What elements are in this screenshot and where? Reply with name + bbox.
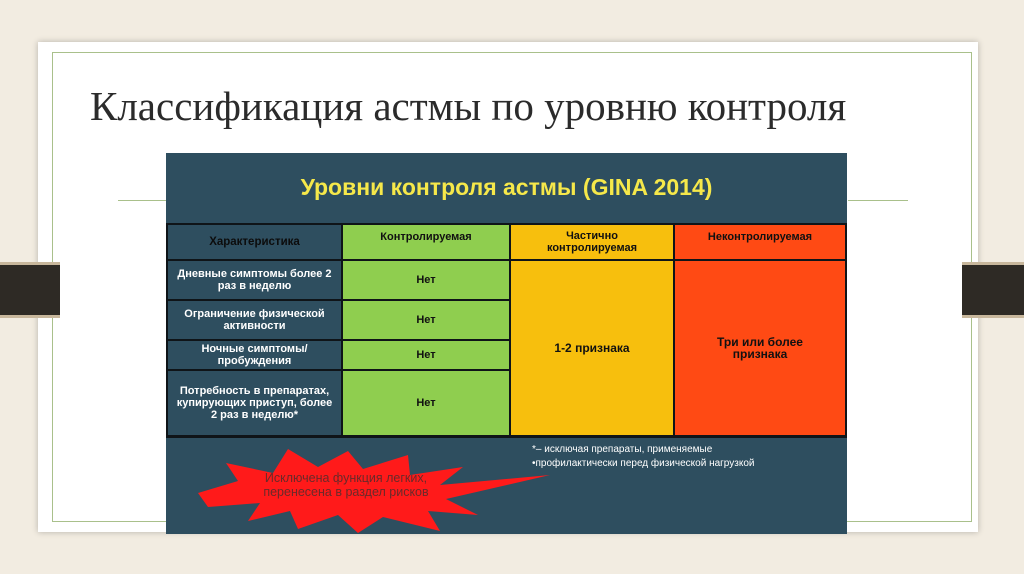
row-controlled-value: Нет bbox=[343, 341, 509, 369]
panel-heading: Уровни контроля астмы (GINA 2014) bbox=[300, 174, 713, 200]
row-characteristic-night-symptoms: Ночные симптомы/ пробуждения bbox=[168, 341, 341, 369]
divider-right bbox=[848, 200, 908, 201]
footnote-line-1: *– исключая препараты, применяемые bbox=[532, 444, 713, 455]
control-levels-table bbox=[166, 223, 847, 438]
footnote bbox=[532, 443, 842, 471]
row-controlled-value: Нет bbox=[343, 301, 509, 339]
column-header-characteristic: Характеристика bbox=[168, 225, 341, 259]
footnote-line-2: •профилактически перед физической нагрузкой bbox=[532, 458, 755, 469]
decorative-tab-right bbox=[962, 262, 1024, 318]
row-characteristic-reliever-need: Потребность в препаратах, купирующих приступ, более 2 раз в неделю* bbox=[168, 371, 341, 435]
row-controlled-value: Нет bbox=[343, 261, 509, 299]
callout-text: Исключена функция легких, перенесена в раздел рисков bbox=[263, 471, 429, 499]
divider-left bbox=[118, 200, 166, 201]
row-characteristic-activity-limitation: Ограничение физической активности bbox=[168, 301, 341, 339]
column-header-partly-controlled: Частично контролируемая bbox=[511, 225, 673, 259]
row-characteristic-daytime-symptoms: Дневные симптомы более 2 раз в неделю bbox=[168, 261, 341, 299]
decorative-tab-left bbox=[0, 262, 60, 318]
slide-title: Классификация астмы по уровню контроля bbox=[90, 83, 847, 129]
uncontrolled-value: Три или более признака bbox=[675, 261, 845, 435]
column-header-uncontrolled: Неконтролируемая bbox=[675, 225, 845, 259]
partly-controlled-value: 1-2 признака bbox=[511, 261, 673, 435]
asthma-control-panel bbox=[166, 153, 847, 534]
row-controlled-value: Нет bbox=[343, 371, 509, 435]
column-header-controlled: Контролируемая bbox=[343, 225, 509, 259]
